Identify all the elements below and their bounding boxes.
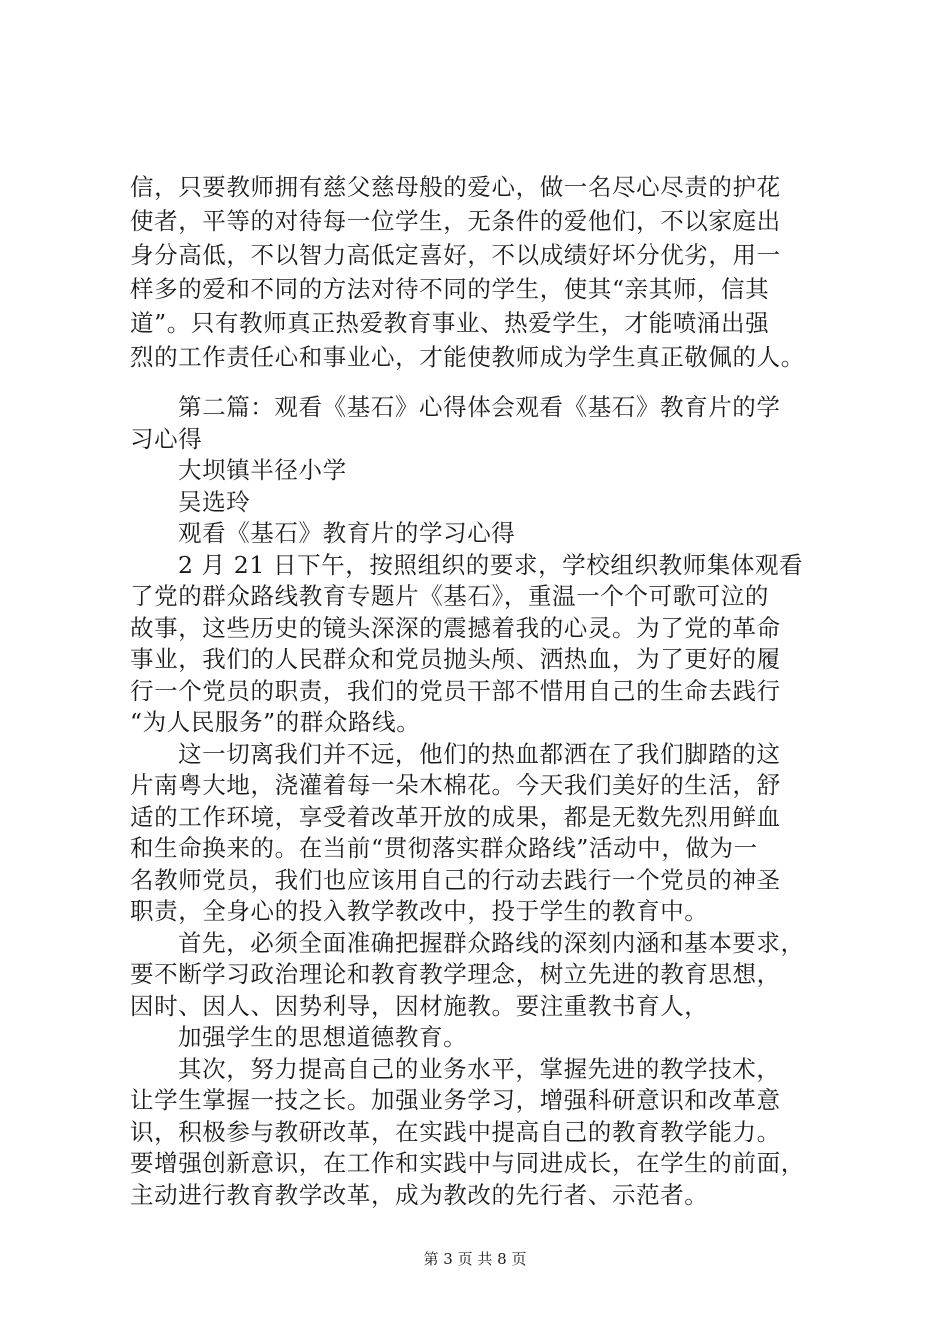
text-line: 使者，平等的对待每一位学生，无条件的爱他们，不以家庭出 bbox=[130, 207, 781, 235]
text-line: 加强学生的思想道德教育。 bbox=[178, 1023, 468, 1051]
text-line: 名教师党员，我们也应该用自己的行动去践行一个党员的神圣 bbox=[130, 865, 781, 894]
text-line: 这一切离我们并不远，他们的热血都洒在了我们脚踏的这 bbox=[178, 739, 781, 768]
text-line: 适的工作环境，享受着改革开放的成果，都是无数先烈用鲜血 bbox=[130, 802, 781, 831]
text-line: 样多的爱和不同的方法对待不同的学生，使其“亲其师，信其 bbox=[130, 275, 770, 303]
text-line: 信，只要教师拥有慈父慈母般的爱心，做一名尽心尽责的护花 bbox=[130, 173, 781, 201]
text-line: 识，积极参与教研改革，在实践中提高自己的教育教学能力。 bbox=[130, 1117, 781, 1146]
text-line: 让学生掌握一技之长。加强业务学习，增强科研意识和改革意 bbox=[130, 1086, 781, 1114]
text-line: 身分高低，不以智力高低定喜好，不以成绩好坏分优劣，用一 bbox=[130, 241, 781, 269]
text-line: 烈的工作责任心和事业心，才能使教师成为学生真正敬佩的人。 bbox=[130, 343, 805, 371]
section-heading-continued: 习心得 bbox=[130, 424, 203, 453]
page-footer: 第 3 页 共 8 页 bbox=[423, 1250, 527, 1268]
text-line: 故事，这些历史的镜头深深的震撼着我的心灵。为了党的革命 bbox=[130, 613, 781, 642]
text-line: 首先，必须全面准确把握群众路线的深刻内涵和基本要求， bbox=[178, 928, 805, 957]
school-name: 大坝镇半径小学 bbox=[178, 456, 347, 484]
article-title: 观看《基石》教育片的学习心得 bbox=[178, 519, 516, 547]
author-name: 吴选玲 bbox=[178, 487, 251, 516]
text-line: 主动进行教育教学改革，成为教改的先行者、示范者。 bbox=[130, 1180, 709, 1209]
text-line: “为人民服务”的群众路线。 bbox=[130, 708, 421, 736]
text-line: 其次，努力提高自己的业务水平，掌握先进的教学技术， bbox=[178, 1054, 781, 1083]
text-line: 2 月 21 日下午，按照组织的要求，学校组织教师集体观看 bbox=[178, 550, 804, 579]
text-line: 要增强创新意识，在工作和实践中与同进成长，在学生的前面， bbox=[130, 1149, 805, 1177]
section-heading: 第二篇：观看《基石》心得体会观看《基石》教育片的学 bbox=[178, 393, 781, 421]
text-line: 事业，我们的人民群众和党员抛头颅、洒热血，为了更好的履 bbox=[130, 645, 781, 673]
text-line: 片南粤大地，浇灌着每一朵木棉花。今天我们美好的生活，舒 bbox=[130, 771, 781, 799]
text-line: 要不断学习政治理论和教育教学理念，树立先进的教育思想， bbox=[130, 960, 781, 988]
text-line: 了党的群众路线教育专题片《基石》，重温一个个可歌可泣的 bbox=[130, 582, 769, 610]
text-line: 和生命换来的。在当前“贯彻落实群众路线”活动中，做为一 bbox=[130, 834, 758, 862]
text-line: 道”。只有教师真正热爱教育事业、热爱学生，才能喷涌出强 bbox=[130, 309, 770, 337]
text-line: 职责，全身心的投入教学教改中，投于学生的教育中。 bbox=[130, 897, 709, 925]
text-line: 行一个党员的职责，我们的党员干部不惜用自己的生命去践行 bbox=[130, 676, 781, 705]
text-line: 因时、因人、因势利导，因材施教。要注重教书育人， bbox=[130, 991, 709, 1020]
